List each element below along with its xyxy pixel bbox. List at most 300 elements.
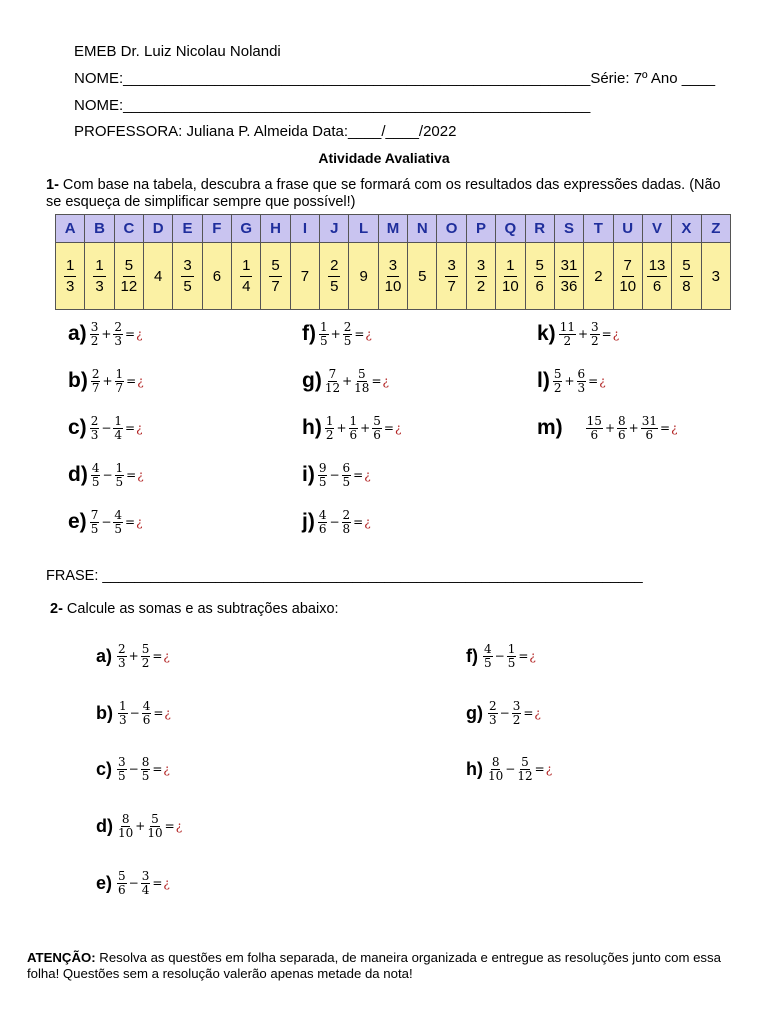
fraction-expression — [558, 321, 619, 347]
fraction — [559, 258, 580, 296]
numerator: 3 — [141, 869, 150, 883]
student-name-line-2: NOME:________________________________________________________ — [74, 97, 591, 114]
denominator: 36 — [560, 278, 578, 295]
equals-sign: = — [153, 706, 164, 721]
fraction — [113, 321, 123, 347]
attention-text: Resolva as questões em folha separada, de maneira organizada e entregue as resoluções junto com essa folha! Questões sem a resolução valerão apenas metade da nota! — [27, 950, 721, 981]
question-1-text: Com base na tabela, descubra a frase que se formará com os resultados das expressões dadas. (Não se esqueça de simplificar sempre que possível!) — [46, 177, 721, 210]
denominator: 3 — [114, 333, 123, 348]
fraction — [181, 258, 193, 296]
denominator: 7 — [447, 278, 456, 295]
fraction — [141, 756, 151, 782]
numerator: 3 — [512, 699, 521, 713]
numerator: 31 — [641, 414, 657, 428]
numerator: 5 — [357, 367, 366, 381]
denominator: 10 — [147, 825, 163, 840]
numerator: 8 — [121, 812, 130, 826]
fraction-expression — [482, 643, 536, 669]
table-letter-z: Z — [701, 215, 730, 243]
q2-items-d — [96, 813, 182, 839]
item-label: k) — [537, 322, 556, 346]
denominator: 5 — [114, 521, 123, 536]
phrase-answer-line: FRASE: ___________________________________________________________________ — [46, 568, 643, 584]
operator: − — [329, 515, 340, 530]
table-letter-f: F — [202, 215, 231, 243]
fraction — [590, 321, 600, 347]
fraction — [680, 258, 692, 296]
fraction-expression — [324, 368, 389, 394]
denominator: 2 — [591, 333, 599, 348]
fraction — [488, 700, 498, 726]
denominator: 3 — [90, 427, 99, 442]
fraction — [385, 258, 402, 296]
fraction — [318, 509, 328, 535]
fraction — [147, 813, 162, 839]
equals-sign: = — [660, 421, 671, 436]
equals-sign: = — [126, 468, 137, 483]
q2-items-e — [96, 870, 170, 896]
table-value-i: 7 — [290, 243, 319, 310]
table-letter-h: H — [261, 215, 290, 243]
attention-note — [27, 950, 727, 982]
equals-sign: = — [354, 327, 365, 342]
attention-label: ATENÇÃO: — [27, 950, 96, 965]
q1-items-g — [302, 368, 389, 394]
q1-items-a — [68, 321, 143, 347]
item-label: a) — [68, 322, 87, 346]
fraction — [325, 368, 340, 394]
question-2-instructions — [50, 601, 339, 617]
value-row — [56, 243, 731, 310]
answer-placeholder: ¿ — [365, 327, 372, 342]
denominator: 2 — [141, 655, 150, 670]
answer-placeholder: ¿ — [545, 762, 553, 777]
q1-items-f — [302, 321, 372, 347]
numerator: 3 — [181, 258, 193, 278]
denominator: 7 — [91, 380, 100, 395]
numerator: 13 — [647, 258, 668, 278]
operator: − — [494, 649, 505, 664]
table-value-a — [56, 243, 85, 310]
denominator: 5 — [318, 474, 327, 489]
numerator: 4 — [484, 642, 492, 656]
denominator: 5 — [115, 474, 124, 489]
denominator: 6 — [142, 712, 151, 727]
denominator: 3 — [119, 712, 127, 727]
fraction — [517, 756, 532, 782]
table-letter-m: M — [378, 215, 407, 243]
denominator: 5 — [507, 655, 516, 670]
operator: + — [564, 374, 575, 389]
fraction-expression — [487, 756, 552, 782]
item-label: g) — [466, 702, 483, 723]
numerator: 4 — [114, 508, 123, 522]
q2-items-h — [466, 756, 552, 782]
fraction — [121, 258, 138, 296]
answer-placeholder: ¿ — [612, 327, 620, 342]
fraction — [93, 258, 105, 296]
equals-sign: = — [523, 706, 534, 721]
denominator: 18 — [354, 380, 370, 395]
fraction-expression — [89, 415, 143, 441]
fraction — [117, 756, 127, 782]
table-value-f: 6 — [202, 243, 231, 310]
question-2-text: Calcule as somas e as subtrações abaixo: — [62, 601, 339, 617]
answer-placeholder: ¿ — [364, 468, 371, 483]
table-value-z: 3 — [701, 243, 730, 310]
table-letter-x: X — [672, 215, 701, 243]
item-label: i) — [302, 463, 315, 487]
numerator: 3 — [387, 258, 399, 278]
fraction-expression — [89, 509, 143, 535]
letter-row — [56, 215, 731, 243]
fraction-expression — [90, 368, 144, 394]
fraction — [488, 756, 503, 782]
fraction-expression — [116, 870, 170, 896]
operator: + — [128, 649, 139, 664]
numerator: 1 — [114, 414, 123, 428]
fraction — [318, 462, 328, 488]
fraction — [141, 643, 151, 669]
table-letter-r: R — [525, 215, 554, 243]
fraction-expression — [89, 321, 143, 347]
q1-items-c — [68, 415, 143, 441]
q2-items-f — [466, 643, 536, 669]
denominator: 5 — [343, 333, 352, 348]
numerator: 2 — [114, 320, 123, 334]
fraction — [113, 509, 123, 535]
numerator: 7 — [622, 258, 634, 278]
fraction — [502, 258, 519, 296]
equals-sign: = — [126, 374, 137, 389]
numerator: 7 — [90, 508, 99, 522]
denominator: 3 — [95, 278, 104, 295]
equals-sign: = — [125, 421, 136, 436]
operator: + — [604, 421, 616, 436]
numerator: 8 — [491, 755, 500, 769]
numerator: 1 — [507, 642, 516, 656]
denominator: 5 — [342, 474, 351, 489]
item-label: b) — [68, 369, 88, 393]
equals-sign: = — [152, 876, 163, 891]
q2-items-b — [96, 700, 171, 726]
item-label: m) — [537, 416, 563, 440]
denominator: 10 — [619, 278, 637, 295]
fraction — [117, 870, 127, 896]
fraction — [90, 509, 100, 535]
table-letter-c: C — [114, 215, 143, 243]
equals-sign: = — [371, 374, 382, 389]
denominator: 6 — [645, 427, 654, 442]
answer-placeholder: ¿ — [163, 762, 170, 777]
equals-sign: = — [353, 515, 364, 530]
item-label: g) — [302, 369, 322, 393]
letter-code-table — [55, 214, 731, 310]
fraction — [319, 321, 329, 347]
table-letter-b: B — [85, 215, 114, 243]
fraction — [349, 415, 359, 441]
numerator: 1 — [64, 258, 76, 278]
fraction — [343, 321, 353, 347]
fraction-expression — [117, 813, 182, 839]
fraction-expression — [117, 700, 171, 726]
numerator: 3 — [445, 258, 457, 278]
denominator: 5 — [141, 768, 150, 783]
numerator: 2 — [118, 642, 126, 656]
numerator: 5 — [269, 258, 281, 278]
numerator: 31 — [559, 258, 580, 278]
fraction-expression — [318, 321, 372, 347]
denominator: 7 — [115, 380, 124, 395]
operator: + — [577, 327, 589, 342]
answer-placeholder: ¿ — [136, 327, 143, 342]
numerator: 5 — [680, 258, 692, 278]
table-value-p — [466, 243, 495, 310]
denominator: 6 — [318, 521, 327, 536]
answer-placeholder: ¿ — [164, 706, 171, 721]
equals-sign: = — [152, 649, 163, 664]
table-value-c — [114, 243, 143, 310]
numerator: 15 — [586, 414, 602, 428]
table-letter-a: A — [56, 215, 85, 243]
fraction — [240, 258, 252, 296]
numerator: 1 — [119, 699, 127, 713]
item-label: e) — [68, 510, 87, 534]
q1-items-h — [302, 415, 401, 441]
table-letter-t: T — [584, 215, 613, 243]
item-label: f) — [466, 645, 478, 666]
numerator: 5 — [118, 869, 126, 883]
fraction-expression — [585, 415, 678, 441]
numerator: 5 — [534, 258, 546, 278]
fraction — [641, 415, 658, 441]
denominator: 5 — [484, 655, 492, 670]
operator: − — [499, 706, 510, 721]
numerator: 6 — [342, 461, 351, 475]
table-value-r — [525, 243, 554, 310]
item-label: c) — [96, 758, 113, 779]
fraction-expression — [116, 756, 170, 782]
table-letter-d: D — [144, 215, 173, 243]
fraction — [483, 643, 493, 669]
answer-placeholder: ¿ — [137, 374, 144, 389]
answer-placeholder: ¿ — [163, 649, 170, 664]
denominator: 7 — [271, 278, 280, 295]
numerator: 4 — [142, 699, 151, 713]
fraction — [91, 462, 101, 488]
fraction — [512, 700, 522, 726]
q2-items-g — [466, 700, 541, 726]
fraction — [118, 813, 133, 839]
q1-items-b — [68, 368, 144, 394]
table-letter-u: U — [613, 215, 642, 243]
table-value-b — [85, 243, 114, 310]
table-letter-g: G — [232, 215, 261, 243]
denominator: 2 — [563, 333, 572, 348]
denominator: 2 — [553, 380, 562, 395]
denominator: 5 — [320, 333, 328, 348]
table-value-l: 9 — [349, 243, 378, 310]
fraction — [142, 700, 152, 726]
fraction — [325, 415, 335, 441]
numerator: 5 — [521, 755, 529, 769]
item-label: d) — [96, 815, 113, 836]
equals-sign: = — [588, 374, 599, 389]
fraction-expression — [487, 700, 541, 726]
table-value-h — [261, 243, 290, 310]
numerator: 8 — [141, 755, 150, 769]
denominator: 5 — [183, 278, 192, 295]
denominator: 4 — [242, 278, 251, 295]
numerator: 2 — [91, 367, 100, 381]
fraction — [619, 258, 636, 296]
denominator: 2 — [90, 333, 99, 348]
denominator: 6 — [535, 278, 544, 295]
denominator: 3 — [577, 380, 586, 395]
answer-placeholder: ¿ — [136, 515, 143, 530]
operator: + — [342, 374, 353, 389]
numerator: 1 — [93, 258, 105, 278]
operator: − — [505, 762, 516, 777]
numerator: 1 — [504, 258, 516, 278]
denominator: 8 — [682, 278, 691, 295]
numerator: 9 — [318, 461, 327, 475]
numerator: 11 — [559, 320, 575, 334]
fraction — [445, 258, 457, 296]
operator: + — [135, 819, 146, 834]
table-letter-q: Q — [496, 215, 525, 243]
operator: + — [336, 421, 347, 436]
fraction — [507, 643, 517, 669]
denominator: 3 — [118, 655, 126, 670]
operator: − — [101, 515, 112, 530]
operator: + — [102, 374, 113, 389]
denominator: 6 — [349, 427, 358, 442]
denominator: 10 — [501, 278, 519, 295]
item-label: a) — [96, 645, 113, 666]
fraction — [559, 321, 576, 347]
denominator: 5 — [90, 521, 99, 536]
teacher-date-line: PROFESSORA: Juliana P. Almeida Data:____/____/2022 — [74, 123, 457, 140]
table-letter-s: S — [554, 215, 583, 243]
numerator: 3 — [90, 320, 99, 334]
numerator: 3 — [591, 320, 599, 334]
numerator: 5 — [151, 812, 159, 826]
table-letter-p: P — [466, 215, 495, 243]
table-value-t: 2 — [584, 243, 613, 310]
denominator: 5 — [330, 278, 339, 295]
q2-items-a — [96, 643, 170, 669]
student-name-line-1: NOME:________________________________________________________Série: 7º Ano ____ — [74, 70, 716, 87]
item-label: l) — [537, 369, 550, 393]
denominator: 12 — [324, 380, 341, 395]
numerator: 2 — [328, 258, 340, 278]
table-letter-j: J — [320, 215, 349, 243]
denominator: 4 — [114, 427, 123, 442]
q1-items-i — [302, 462, 371, 488]
numerator: 2 — [343, 320, 352, 334]
fraction — [90, 321, 100, 347]
denominator: 5 — [118, 768, 126, 783]
fraction — [269, 258, 281, 296]
numerator: 3 — [475, 258, 487, 278]
denominator: 2 — [476, 278, 486, 295]
fraction — [64, 258, 76, 296]
table-value-j — [320, 243, 349, 310]
numerator: 4 — [318, 508, 327, 522]
table-value-o — [437, 243, 466, 310]
numerator: 5 — [141, 642, 150, 656]
operator: − — [102, 468, 113, 483]
numerator: 4 — [91, 461, 100, 475]
equals-sign: = — [601, 327, 612, 342]
item-label: h) — [302, 416, 322, 440]
fraction — [115, 368, 125, 394]
fraction — [647, 258, 668, 296]
denominator: 10 — [384, 278, 402, 295]
numerator: 8 — [618, 414, 626, 428]
item-label: c) — [68, 416, 87, 440]
answer-placeholder: ¿ — [163, 876, 170, 891]
operator: + — [101, 327, 112, 342]
answer-placeholder: ¿ — [382, 374, 389, 389]
fraction — [354, 368, 369, 394]
q1-items-l — [537, 368, 606, 394]
q1-items-j — [302, 509, 371, 535]
answer-placeholder: ¿ — [671, 421, 678, 436]
operator: + — [628, 421, 639, 436]
fraction-expression — [317, 509, 371, 535]
numerator: 6 — [577, 367, 586, 381]
fraction — [118, 700, 128, 726]
numerator: 5 — [553, 367, 562, 381]
denominator: 6 — [618, 427, 626, 442]
numerator: 1 — [320, 320, 328, 334]
school-name: EMEB Dr. Luiz Nicolau Nolandi — [74, 43, 281, 60]
q2-items-c — [96, 756, 170, 782]
page-title: Atividade Avaliativa — [318, 150, 450, 166]
denominator: 6 — [373, 427, 381, 442]
numerator: 2 — [489, 699, 497, 713]
q1-items-e — [68, 509, 143, 535]
equals-sign: = — [125, 515, 136, 530]
denominator: 6 — [590, 427, 599, 442]
item-label: d) — [68, 463, 88, 487]
table-value-e — [173, 243, 202, 310]
numerator: 5 — [123, 258, 135, 278]
numerator: 1 — [349, 414, 358, 428]
operator: − — [129, 706, 140, 721]
fraction — [115, 462, 125, 488]
equals-sign: = — [125, 327, 136, 342]
table-letter-l: L — [349, 215, 378, 243]
table-value-d: 4 — [144, 243, 173, 310]
item-label: f) — [302, 322, 316, 346]
fraction — [372, 415, 382, 441]
numerator: 1 — [325, 414, 334, 428]
table-value-n: 5 — [408, 243, 437, 310]
item-label: j) — [302, 510, 315, 534]
answer-placeholder: ¿ — [137, 468, 144, 483]
operator: − — [128, 876, 139, 891]
fraction — [342, 509, 352, 535]
denominator: 3 — [66, 278, 75, 295]
table-value-g — [232, 243, 261, 310]
item-label: h) — [466, 758, 483, 779]
table-value-x — [672, 243, 701, 310]
operator: − — [128, 762, 139, 777]
equals-sign: = — [534, 762, 545, 777]
